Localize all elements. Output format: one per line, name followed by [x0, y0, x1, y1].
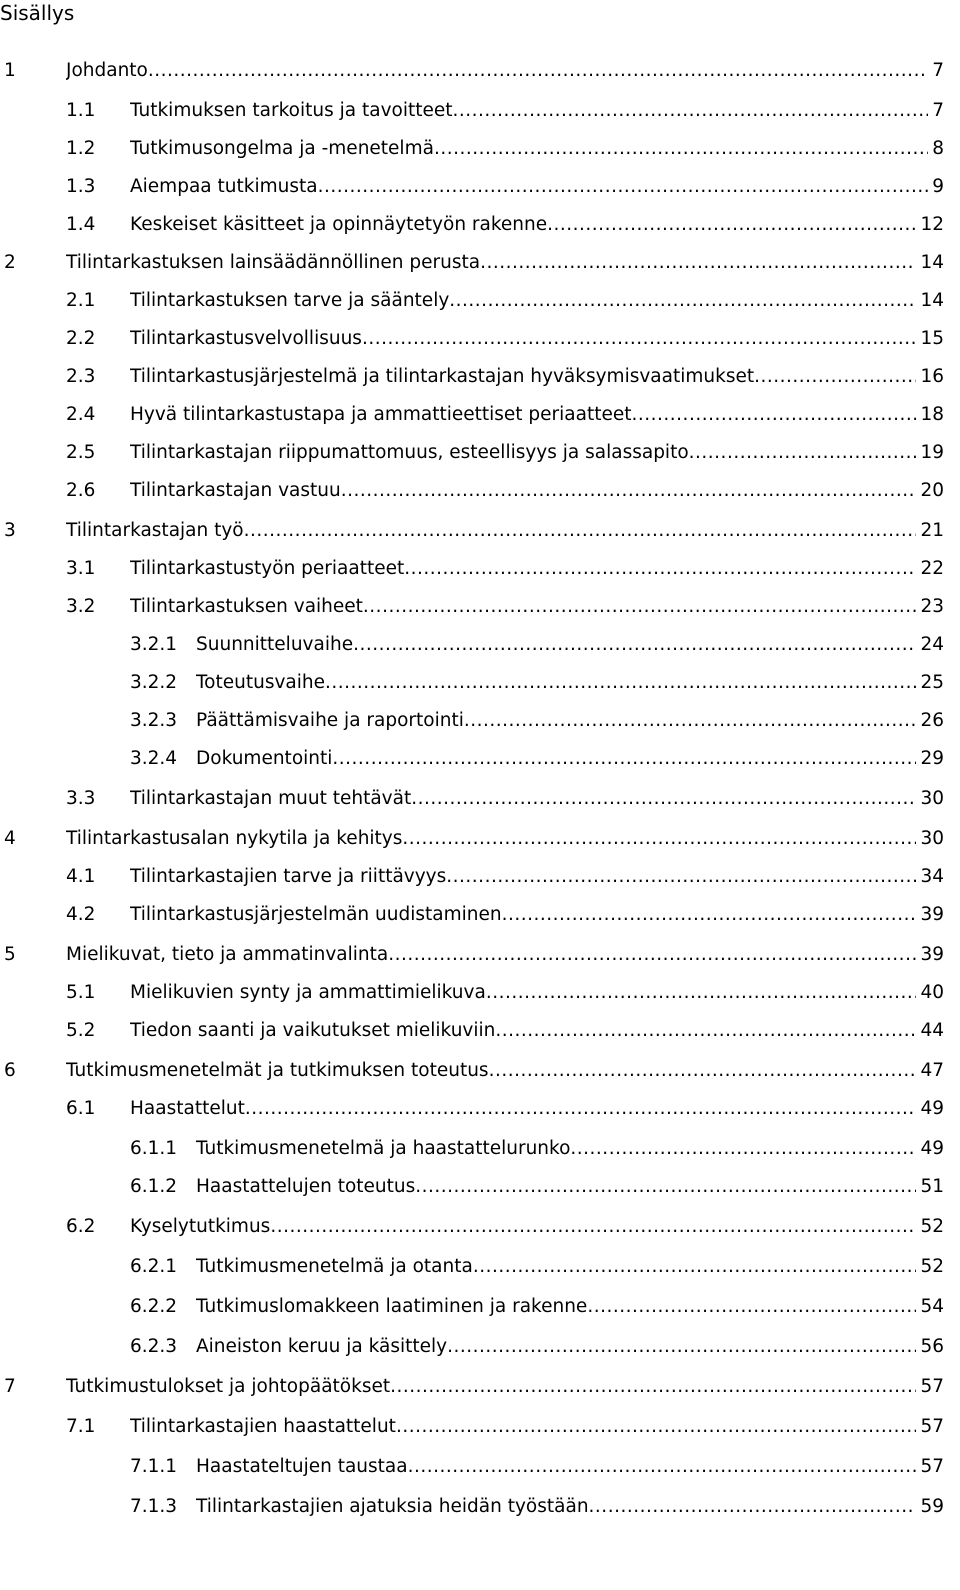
toc-entry-title[interactable]: Toteutusvaihe: [196, 672, 325, 693]
toc-entry[interactable]: [0, 96, 944, 126]
toc-entry-page-number: 39: [920, 904, 944, 925]
toc-entry-page-number: 49: [920, 1098, 944, 1119]
toc-entry-number: 2.6: [66, 480, 96, 501]
toc-entry-line: [130, 862, 944, 892]
toc-entry[interactable]: [0, 210, 944, 240]
toc-entry-number: 4: [4, 828, 16, 849]
toc-entry[interactable]: [0, 978, 944, 1008]
toc-entry-title[interactable]: Tilintarkastajien ajatuksia heidän työstään: [196, 1496, 589, 1517]
dot-leader: [473, 1252, 917, 1282]
toc-entry-number: 6.2: [66, 1216, 96, 1237]
dot-leader: [270, 1212, 916, 1242]
toc-entry-page-number: 18: [920, 404, 944, 425]
toc-entry-line: [196, 1292, 944, 1322]
dot-leader: [341, 476, 917, 506]
toc-entry-line: [130, 134, 944, 164]
toc-entry[interactable]: [0, 784, 944, 814]
toc-entry-line: [130, 400, 944, 430]
toc-entry-line: [130, 286, 944, 316]
toc-entry-number: 1.3: [66, 176, 96, 197]
toc-entry-line: [66, 516, 944, 546]
toc-entry-number: 6: [4, 1060, 16, 1081]
dot-leader: [411, 784, 916, 814]
dot-leader: [495, 1016, 916, 1046]
toc-entry-number: 6.2.3: [130, 1336, 178, 1357]
toc-entry-page-number: 57: [920, 1416, 944, 1437]
toc-entry-page-number: 59: [920, 1496, 944, 1517]
toc-entry-line: [196, 1332, 944, 1362]
toc-entry-line: [130, 1412, 944, 1442]
toc-entry[interactable]: [0, 286, 944, 316]
toc-entry-line: [130, 978, 944, 1008]
toc-entry-line: [196, 1252, 944, 1282]
toc-entry-line: [130, 1212, 944, 1242]
toc-entry-page-number: 9: [932, 176, 944, 197]
page-title: Sisällys: [0, 1, 75, 25]
toc-entry-number: 1.1: [66, 100, 96, 121]
toc-entry[interactable]: [0, 56, 944, 86]
toc-entry-page-number: 39: [920, 944, 944, 965]
toc-entry-page-number: 8: [932, 138, 944, 159]
toc-entry[interactable]: [0, 1134, 944, 1164]
toc-entry-title[interactable]: Tilintarkastajien tarve ja riittävyys: [130, 866, 447, 887]
toc-entry-number: 7.1: [66, 1416, 96, 1437]
dot-leader: [502, 900, 917, 930]
toc-entry-number: 6.1: [66, 1098, 96, 1119]
dot-leader: [547, 210, 916, 240]
toc-entry[interactable]: [0, 438, 944, 468]
toc-entry-line: [130, 1016, 944, 1046]
toc-entry[interactable]: [0, 940, 944, 970]
toc-entry-number: 4.1: [66, 866, 96, 887]
toc-entry-title[interactable]: Tilintarkastusvelvollisuus: [130, 328, 362, 349]
toc-entry-number: 2.4: [66, 404, 96, 425]
toc-entry-title[interactable]: Haastattelujen toteutus: [196, 1176, 416, 1197]
toc-entry-page-number: 30: [920, 788, 944, 809]
toc-entry-number: 3.2: [66, 596, 96, 617]
toc-entry-title[interactable]: Mielikuvien synty ja ammattimielikuva: [130, 982, 486, 1003]
toc-entry-number: 7.1.1: [130, 1456, 178, 1477]
toc-entry-number: 3.2.4: [130, 748, 178, 769]
toc-entry-line: [130, 324, 944, 354]
dot-leader: [480, 248, 916, 278]
toc-entry-title[interactable]: Tilintarkastajan muut tehtävät: [130, 788, 412, 809]
toc-entry-line: [66, 1056, 944, 1086]
toc-entry[interactable]: [0, 706, 944, 736]
toc-entry-title[interactable]: Mielikuvat, tieto ja ammatinvalinta: [66, 944, 389, 965]
toc-entry-title[interactable]: Kyselytutkimus: [130, 1216, 271, 1237]
toc-entry-title[interactable]: Dokumentointi: [196, 748, 333, 769]
toc-entry[interactable]: [0, 744, 944, 774]
toc-entry-number: 2.5: [66, 442, 96, 463]
toc-entry-line: [66, 940, 944, 970]
toc-entry-line: [196, 668, 944, 698]
toc-entry-title[interactable]: Tilintarkastusjärjestelmän uudistaminen: [130, 904, 502, 925]
toc-entry-line: [130, 172, 944, 202]
toc-entry-line: [66, 56, 944, 86]
dot-leader: [489, 1056, 917, 1086]
toc-entry-title[interactable]: Tutkimusmenetelmä ja otanta: [196, 1256, 473, 1277]
toc-entry-page-number: 7: [932, 60, 944, 81]
toc-entry-line: [130, 96, 944, 126]
toc-entry-page-number: 21: [920, 520, 944, 541]
dot-leader: [486, 978, 917, 1008]
toc-entry-page-number: 44: [920, 1020, 944, 1041]
toc-entry-number: 3.1: [66, 558, 96, 579]
toc-entry-title[interactable]: Päättämisvaihe ja raportointi: [196, 710, 464, 731]
dot-leader: [632, 400, 917, 430]
toc-entry-title[interactable]: Tilintarkastajan vastuu: [130, 480, 341, 501]
toc-entry-number: 2.2: [66, 328, 96, 349]
toc-entry[interactable]: [0, 1056, 944, 1086]
toc-entry-page-number: 54: [920, 1296, 944, 1317]
toc-entry[interactable]: [0, 1094, 944, 1124]
toc-entry-number: 3: [4, 520, 16, 541]
dot-leader: [388, 940, 916, 970]
toc-entry-page-number: 12: [920, 214, 944, 235]
toc-entry[interactable]: [0, 668, 944, 698]
dot-leader: [332, 744, 916, 774]
toc-entry-line: [130, 210, 944, 240]
toc-entry-title[interactable]: Tilintarkastusjärjestelmä ja tilintarkastajan hyväksymisvaatimukset: [130, 366, 755, 387]
toc-entry-page-number: 25: [920, 672, 944, 693]
toc-entry-page-number: 7: [932, 100, 944, 121]
toc-entry-line: [130, 1094, 944, 1124]
toc-entry[interactable]: [0, 630, 944, 660]
toc-entry-page-number: 56: [920, 1336, 944, 1357]
toc-entry-page-number: 52: [920, 1256, 944, 1277]
dot-leader: [446, 862, 916, 892]
toc-entry-number: 1.2: [66, 138, 96, 159]
toc-entry-title[interactable]: Aiempaa tutkimusta: [130, 176, 318, 197]
toc-entry-number: 4.2: [66, 904, 96, 925]
toc-entry[interactable]: [0, 1252, 944, 1282]
toc-entry[interactable]: [0, 862, 944, 892]
toc-entry-title[interactable]: Hyvä tilintarkastustapa ja ammattieettiset periaatteet: [130, 404, 632, 425]
toc-entry-page-number: 26: [920, 710, 944, 731]
toc-entry[interactable]: [0, 1412, 944, 1442]
toc-entry-title[interactable]: Tutkimusongelma ja -menetelmä: [130, 138, 434, 159]
toc-entry-number: 2: [4, 252, 16, 273]
dot-leader: [434, 134, 928, 164]
toc-entry-line: [130, 900, 944, 930]
dot-leader: [754, 362, 916, 392]
toc-entry-number: 5.2: [66, 1020, 96, 1041]
toc-entry[interactable]: [0, 516, 944, 546]
toc-entry-page-number: 23: [920, 596, 944, 617]
toc-entry-number: 5: [4, 944, 16, 965]
dot-leader: [363, 592, 917, 622]
toc-entry-number: 3.2.1: [130, 634, 178, 655]
toc-entry-line: [66, 1372, 944, 1402]
toc-entry-page-number: 47: [920, 1060, 944, 1081]
toc-entry[interactable]: [0, 1372, 944, 1402]
toc-entry-line: [196, 630, 944, 660]
toc-entry[interactable]: [0, 400, 944, 430]
toc-entry-page-number: 29: [920, 748, 944, 769]
toc-entry-page-number: 22: [920, 558, 944, 579]
toc-entry-line: [130, 362, 944, 392]
toc-entry-line: [130, 438, 944, 468]
toc-entry-number: 1.4: [66, 214, 96, 235]
dot-leader: [589, 1492, 917, 1522]
toc-entry-page-number: 19: [920, 442, 944, 463]
dot-leader: [587, 1292, 916, 1322]
toc-entry-line: [196, 744, 944, 774]
dot-leader: [396, 1412, 917, 1442]
dot-leader: [244, 516, 917, 546]
toc-entry-title[interactable]: Tutkimuksen tarkoitus ja tavoitteet: [130, 100, 453, 121]
toc-entry[interactable]: [0, 554, 944, 584]
dot-leader: [318, 172, 929, 202]
toc-entry-title[interactable]: Aineiston keruu ja käsittely: [196, 1336, 448, 1357]
toc-entry-number: 7: [4, 1376, 16, 1397]
toc-entry-title[interactable]: Haastateltujen taustaa: [196, 1456, 408, 1477]
toc-entry-line: [130, 476, 944, 506]
toc-entry-title[interactable]: Tutkimustulokset ja johtopäätökset: [66, 1376, 391, 1397]
toc-entry-page-number: 34: [920, 866, 944, 887]
dot-leader: [245, 1094, 917, 1124]
toc-entry-page-number: 20: [920, 480, 944, 501]
toc-entry[interactable]: [0, 592, 944, 622]
toc-entry-number: 3.3: [66, 788, 96, 809]
toc-entry-line: [66, 824, 944, 854]
toc-entry-line: [196, 1134, 944, 1164]
toc-entry[interactable]: [0, 172, 944, 202]
dot-leader: [570, 1134, 916, 1164]
toc-entry-title[interactable]: Tutkimuslomakkeen laatiminen ja rakenne: [196, 1296, 588, 1317]
toc-entry-title[interactable]: Johdanto: [66, 60, 148, 81]
toc-entry-page-number: 40: [920, 982, 944, 1003]
toc-entry-title[interactable]: Tiedon saanti ja vaikutukset mielikuviin: [130, 1020, 496, 1041]
toc-entry-title[interactable]: Tutkimusmenetelmä ja haastattelurunko: [196, 1138, 571, 1159]
toc-entry[interactable]: [0, 1452, 944, 1482]
toc-entry-number: 6.1.2: [130, 1176, 178, 1197]
toc-entry-title[interactable]: Tutkimusmenetelmät ja tutkimuksen toteutus: [66, 1060, 489, 1081]
toc-entry-page-number: 52: [920, 1216, 944, 1237]
toc-entry-number: 3.2.2: [130, 672, 178, 693]
toc-entry[interactable]: [0, 900, 944, 930]
toc-entry-page-number: 14: [920, 290, 944, 311]
toc-entry-line: [130, 592, 944, 622]
toc-entry-page-number: 15: [920, 328, 944, 349]
toc-entry-line: [196, 706, 944, 736]
toc-entry-page-number: 14: [920, 252, 944, 273]
toc-entry-page-number: 24: [920, 634, 944, 655]
toc-entry-line: [130, 554, 944, 584]
toc-entry-number: 2.3: [66, 366, 96, 387]
toc-entry-line: [196, 1452, 944, 1482]
toc-entry[interactable]: [0, 1212, 944, 1242]
toc-entry-page-number: 51: [920, 1176, 944, 1197]
toc-entry-number: 2.1: [66, 290, 96, 311]
dot-leader: [390, 1372, 916, 1402]
toc-entry-line: [66, 248, 944, 278]
toc-entry[interactable]: [0, 1016, 944, 1046]
toc-entry-line: [130, 784, 944, 814]
toc-entry-title[interactable]: Tilintarkastuksen vaiheet: [130, 596, 363, 617]
toc-entry-title[interactable]: Tilintarkastusalan nykytila ja kehitys: [66, 828, 403, 849]
toc-entry-number: 5.1: [66, 982, 96, 1003]
toc-entry-title[interactable]: Tilintarkastajan työ: [66, 520, 244, 541]
toc-entry-page-number: 49: [920, 1138, 944, 1159]
dot-leader: [464, 706, 917, 736]
toc-entry-title[interactable]: Haastattelut: [130, 1098, 245, 1119]
toc-entry-page-number: 30: [920, 828, 944, 849]
toc-entry-number: 1: [4, 60, 16, 81]
dot-leader: [449, 286, 916, 316]
toc-entry-page-number: 57: [920, 1376, 944, 1397]
toc-entry-line: [196, 1492, 944, 1522]
toc-entry-number: 7.1.3: [130, 1496, 178, 1517]
dot-leader: [453, 96, 929, 126]
toc-entry[interactable]: [0, 476, 944, 506]
toc-entry[interactable]: [0, 1292, 944, 1322]
toc-entry-title[interactable]: Tilintarkastuksen tarve ja sääntely: [130, 290, 450, 311]
toc-entry[interactable]: [0, 362, 944, 392]
dot-leader: [415, 1172, 916, 1202]
toc-entry-number: 6.2.2: [130, 1296, 178, 1317]
toc-entry[interactable]: [0, 248, 944, 278]
dot-leader: [447, 1332, 916, 1362]
toc-entry[interactable]: [0, 134, 944, 164]
dot-leader: [362, 324, 917, 354]
toc-entry-page-number: 57: [920, 1456, 944, 1477]
toc-entry[interactable]: [0, 1332, 944, 1362]
toc-entry-number: 3.2.3: [130, 710, 178, 731]
toc-entry-title[interactable]: Keskeiset käsitteet ja opinnäytetyön rakenne: [130, 214, 548, 235]
dot-leader: [404, 554, 916, 584]
toc-entry-number: 6.2.1: [130, 1256, 178, 1277]
toc-entry[interactable]: [0, 324, 944, 354]
dot-leader: [148, 56, 928, 86]
toc-entry-title[interactable]: Tilintarkastajien haastattelut: [130, 1416, 396, 1437]
toc-entry-page-number: 16: [920, 366, 944, 387]
toc-entry[interactable]: [0, 1172, 944, 1202]
dot-leader: [402, 824, 916, 854]
dot-leader: [689, 438, 917, 468]
dot-leader: [408, 1452, 917, 1482]
toc-entry[interactable]: [0, 824, 944, 854]
dot-leader: [353, 630, 916, 660]
toc-entry-line: [196, 1172, 944, 1202]
toc-entry[interactable]: [0, 1492, 944, 1522]
dot-leader: [325, 668, 916, 698]
toc-entry-title[interactable]: Tilintarkastajan riippumattomuus, esteellisyys ja salassapito: [130, 442, 689, 463]
toc-entry-title[interactable]: Suunnitteluvaihe: [196, 634, 354, 655]
toc-entry-number: 6.1.1: [130, 1138, 178, 1159]
toc-entry-title[interactable]: Tilintarkastustyön periaatteet: [130, 558, 405, 579]
toc-entry-title[interactable]: Tilintarkastuksen lainsäädännöllinen perusta: [66, 252, 481, 273]
